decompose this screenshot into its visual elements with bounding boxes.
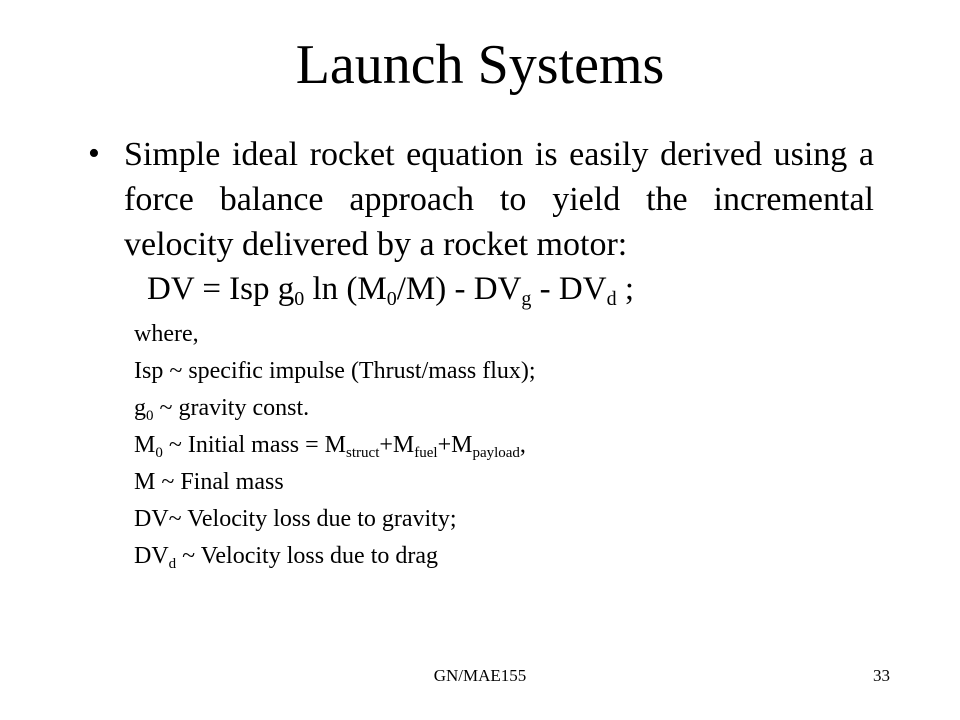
definition-text: , bbox=[519, 432, 526, 458]
definition-where: where, bbox=[134, 321, 199, 347]
definition-text: +M bbox=[437, 432, 473, 458]
symbol-subscript: fuel bbox=[414, 445, 438, 461]
symbol-subscript: 0 bbox=[146, 408, 154, 424]
definition-dv-gravity: DV~ Velocity loss due to gravity; bbox=[134, 506, 457, 532]
equation-subscript: 0 bbox=[386, 288, 397, 310]
equation-subscript: g bbox=[521, 288, 532, 310]
symbol-base: DV bbox=[134, 543, 169, 569]
definition-text: ~ Initial mass = M bbox=[162, 432, 347, 458]
definition-text: ~ gravity const. bbox=[153, 395, 310, 421]
symbol-subscript: struct bbox=[346, 445, 380, 461]
definition-g0 bbox=[134, 390, 536, 427]
symbol-base: g bbox=[134, 395, 146, 421]
rocket-equation bbox=[147, 269, 634, 309]
definition-final-mass: M ~ Final mass bbox=[134, 469, 284, 495]
definition-dv-drag bbox=[134, 538, 536, 575]
symbol-subscript: d bbox=[168, 556, 177, 572]
slide-title: Launch Systems bbox=[295, 34, 665, 96]
definition-text: ~ Velocity loss due to drag bbox=[176, 543, 439, 569]
symbol-subscript: 0 bbox=[155, 445, 163, 461]
bullet-marker: • bbox=[88, 135, 100, 172]
definition-m0 bbox=[134, 427, 536, 464]
equation-part: DV = Isp g bbox=[147, 271, 295, 307]
equation-subscript: d bbox=[606, 288, 617, 310]
symbol-subscript: payload bbox=[472, 445, 520, 461]
footer-course: GN/MAE155 bbox=[433, 666, 527, 685]
bullet-text: Simple ideal rocket equation is easily derived using a force balance approach to yield the incremental velocity delivered by a rocket motor: bbox=[124, 136, 874, 263]
equation-part: - DV bbox=[531, 271, 607, 307]
equation-part: ln (M bbox=[304, 271, 387, 307]
footer-page-number: 33 bbox=[873, 666, 890, 685]
equation-part: /M) - DV bbox=[396, 271, 522, 307]
definition-isp: Isp ~ specific impulse (Thrust/mass flux); bbox=[134, 358, 536, 384]
equation-part: ; bbox=[616, 271, 634, 307]
symbol-base: M bbox=[134, 432, 156, 458]
equation-subscript: 0 bbox=[294, 288, 305, 310]
definitions-list bbox=[134, 316, 536, 575]
definition-text: +M bbox=[379, 432, 415, 458]
